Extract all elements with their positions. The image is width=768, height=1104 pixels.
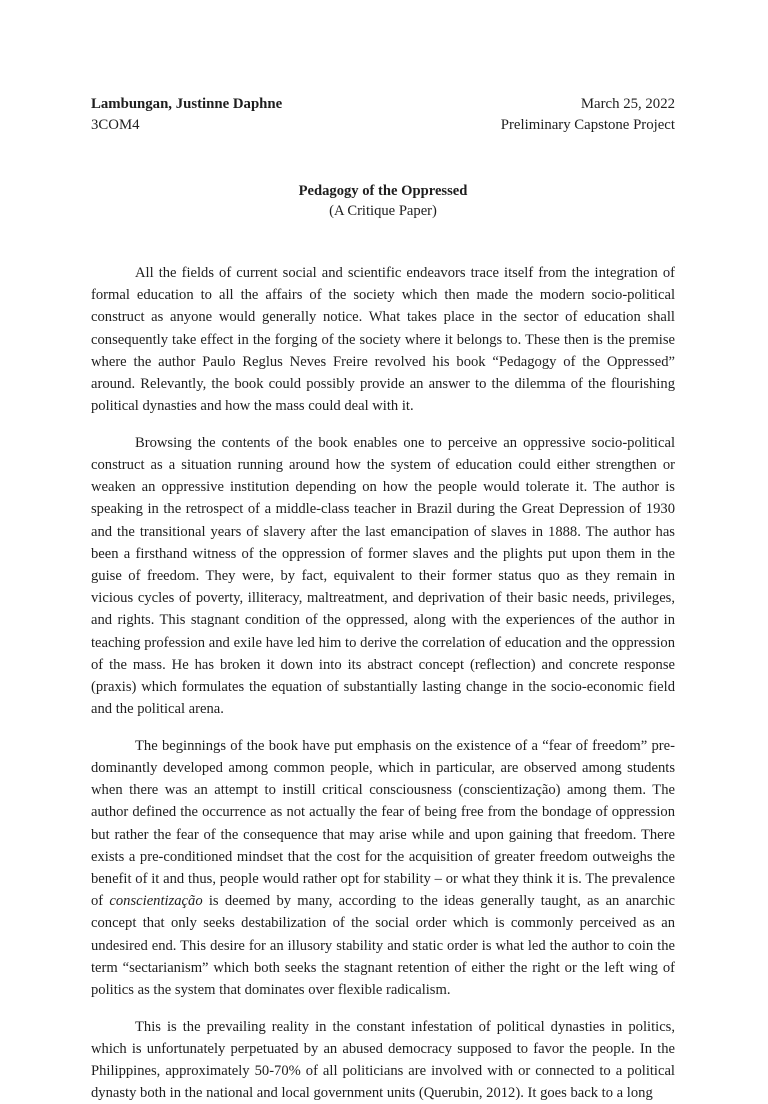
paragraph-3 <box>91 735 675 1001</box>
header-left <box>91 94 282 136</box>
body-text <box>91 262 675 1104</box>
document-title: Pedagogy of the Oppressed <box>298 183 468 199</box>
project-label: Preliminary Capstone Project <box>500 117 675 133</box>
paragraph-2: Browsing the contents of the book enables one to perceive an oppressive socio-political construct as a situation running around how the system of education could either strengthen or weaken an oppressive institution depending on how the people would tolerate it. The author is speaking in the retrospect of a middle-class teacher in Brazil during the Great Depression of 1930 and the transitional years of slavery after the last emancipation of slaves in 1888. The author has been a firsthand witness of the oppression of former slaves and the plights put upon them in the guise of freedom. They were, by fact, equivalent to their former status quo as they remain in vicious cycles of poverty, illiteracy, maltreatment, and deprivation of their basic needs, privileges, and rights. This stagnant condition of the oppressed, along with the experiences of the author in teaching profession and exile have led him to derive the correlation of education and the oppression of the mass. He has broken it down into its abstract concept (reflection) and concrete response (praxis) which formulates the equation of substantially lasting change in the socio-economic field and the political arena. <box>91 434 675 718</box>
title-block <box>91 181 675 221</box>
header-right <box>501 94 675 136</box>
document-subtitle: (A Critique Paper) <box>329 203 437 219</box>
class-section: 3COM4 <box>91 117 140 133</box>
paragraph-3-text-after: is deemed by many, according to the ideas generally taught, as an anarchic concept that only seeks destabilization of the social order which is commonly perceived as an undesired end. This desire for an illusory stability and static order is what led the author to coin the term “sectarianism” which both seeks the stagnant retention of either the right or the left wing of politics as the system that dominates over flexible radicalism. <box>91 893 675 999</box>
document-date: March 25, 2022 <box>580 96 675 112</box>
paragraph-4: This is the prevailing reality in the constant infestation of political dynasties in politics, which is unfortunately perpetuated by an abused democracy supposed to favor the people. In the Philippines, approximately 50-70% of all politicians are involved with or connected to a political dynasty both in the national and local government units (Querubin, 2012). It goes back to a long <box>91 1018 675 1102</box>
paragraph-1: All the fields of current social and scientific endeavors trace itself from the integration of formal education to all the affairs of the society which then made the modern socio-political construct as anyone would generally notice. What takes place in the sector of education shall consequently take effect in the forging of the society where it belongs to. These then is the premise where the author Paulo Reglus Neves Freire revolved his book “Pedagogy of the Oppressed” around. Relevantly, the book could possibly provide an answer to the dilemma of the flourishing political dynasties and how the mass could deal with it. <box>91 265 675 415</box>
author-name: Lambungan, Justinne Daphne <box>91 96 283 112</box>
paragraph-3-text-before: The beginnings of the book have put emphasis on the existence of a “fear of freedom” pre-dominantly developed among common people, which in particular, are observed among students when there was an attempt to instill critical consciousness (conscientização) among them. The author defined the occurrence as not actually the fear of being free from the bondage of oppression but rather the fear of the consequence that may arise while and upon gaining that freedom. There exists a pre-conditioned mindset that the cost for the acquisition of greater freedom outweighs the benefit of it and thus, people would rather opt for stability – or what they think it is. The prevalence of <box>91 737 675 910</box>
paragraph-3-emphasis: conscientização <box>109 893 203 910</box>
document-header <box>91 94 675 136</box>
